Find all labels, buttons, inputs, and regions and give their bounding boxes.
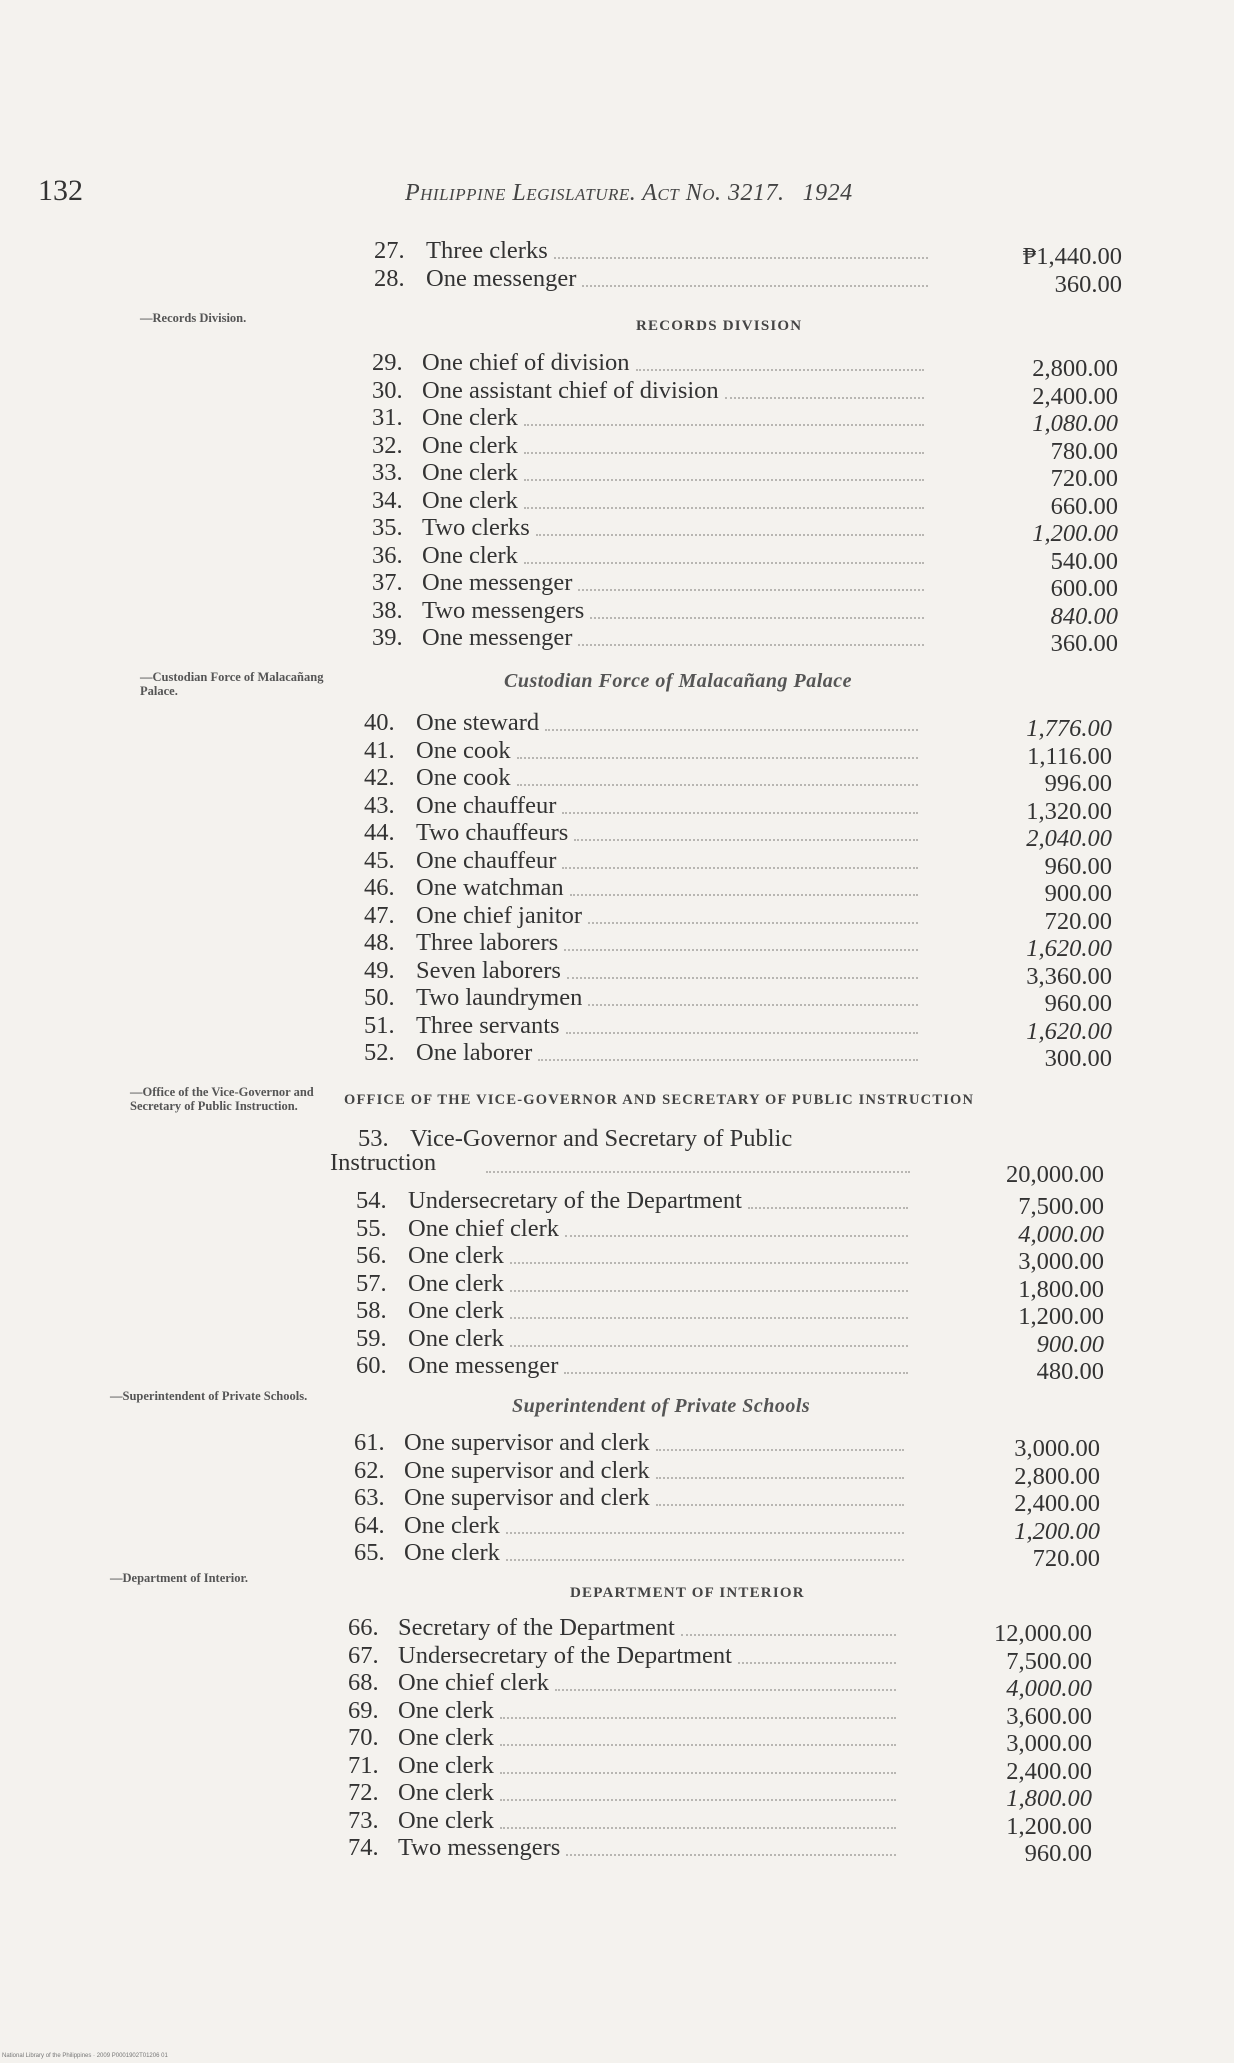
item-label: One clerk	[398, 1751, 494, 1779]
item-leader-dots	[562, 812, 918, 814]
item-number: 32.	[372, 431, 403, 459]
item-label: One supervisor and clerk	[404, 1429, 650, 1456]
item-leader-dots	[656, 1449, 904, 1451]
item-label: One clerk	[408, 1242, 504, 1269]
list-item	[0, 709, 1234, 742]
list-item	[0, 1779, 1234, 1812]
items-interior	[0, 1614, 1234, 1867]
item-label: Undersecretary of the Department	[408, 1187, 742, 1214]
item-leader-dots	[636, 369, 924, 371]
item-number: 66.	[348, 1614, 379, 1641]
running-head-year: 1924	[802, 180, 853, 206]
item-leader-dots	[738, 1662, 896, 1664]
item-amount: 480.00	[1036, 1358, 1104, 1385]
item-amount: 1,320.00	[1026, 797, 1112, 825]
item-amount: 720.00	[1044, 907, 1112, 935]
item-label: One clerk	[398, 1724, 494, 1751]
item-number: 70.	[348, 1724, 379, 1751]
item-number: 42.	[364, 764, 395, 791]
items-top	[0, 237, 1234, 298]
item-number: 41.	[364, 736, 395, 764]
list-item	[0, 459, 1234, 492]
list-item	[0, 1011, 1234, 1045]
item-label: One cook	[416, 764, 511, 791]
item-number: 63.	[354, 1484, 385, 1511]
item-leader-dots	[564, 1372, 908, 1374]
item-amount: 2,040.00	[1026, 825, 1112, 852]
item-amount: 12,000.00	[994, 1620, 1092, 1647]
item-amount: 1,776.00	[1026, 715, 1112, 742]
item-number: 47.	[364, 901, 395, 929]
item-number: 33.	[372, 459, 403, 486]
item-amount: 600.00	[1050, 575, 1118, 602]
item-amount: 2,800.00	[1032, 355, 1118, 382]
item-leader-dots	[564, 949, 918, 951]
item-label: Three servants	[416, 1011, 560, 1039]
item-leader-dots	[582, 285, 928, 287]
item-leader-dots	[486, 1171, 910, 1173]
item-amount: 4,000.00	[1018, 1220, 1104, 1248]
item-amount: 900.00	[1036, 1330, 1104, 1358]
sidenote-records: —Records Division.	[140, 311, 247, 325]
item-number: 73.	[348, 1806, 379, 1834]
item-number: 65.	[354, 1539, 385, 1566]
item-number: 35.	[372, 514, 403, 541]
list-item	[0, 486, 1234, 520]
item-number: 37.	[372, 569, 403, 596]
item-leader-dots	[656, 1477, 904, 1479]
list-item	[0, 791, 1234, 825]
list-item	[0, 1297, 1234, 1330]
list-item	[0, 1696, 1234, 1730]
list-item	[0, 929, 1234, 962]
sidenote-custodian: —Custodian Force of Malacañang Palace.	[140, 670, 324, 698]
item-leader-dots	[578, 644, 924, 646]
item-amount: 300.00	[1044, 1045, 1112, 1072]
list-item	[0, 1456, 1234, 1490]
section-heading-interior: DEPARTMENT OF INTERIOR	[570, 1585, 805, 1601]
item-amount: 3,000.00	[1018, 1248, 1104, 1275]
item-amount: 1,800.00	[1018, 1275, 1104, 1303]
item-amount: 1,116.00	[1027, 742, 1112, 770]
item-amount: 780.00	[1050, 437, 1118, 465]
item-amount: 4,000.00	[1006, 1675, 1092, 1702]
item-leader-dots	[565, 1235, 908, 1237]
item-number: 34.	[372, 486, 403, 514]
item-number: 57.	[356, 1269, 387, 1297]
item-label: One clerk	[422, 404, 518, 431]
item-amount: 7,500.00	[1006, 1647, 1092, 1675]
item-label: One clerk	[398, 1779, 494, 1806]
list-item	[0, 1039, 1234, 1072]
item-leader-dots	[517, 757, 918, 759]
item-number: 51.	[364, 1011, 395, 1039]
list-item	[0, 431, 1234, 465]
list-item	[0, 541, 1234, 575]
item-leader-dots	[562, 867, 918, 869]
item-leader-dots	[510, 1262, 908, 1264]
item-number: 39.	[372, 624, 403, 651]
item-amount: 20,000.00	[1006, 1161, 1104, 1188]
item-number: 40.	[364, 709, 395, 736]
item-leader-dots	[500, 1717, 896, 1719]
item-leader-dots	[500, 1772, 896, 1774]
item-number: 71.	[348, 1751, 379, 1779]
item-label: One clerk	[408, 1324, 504, 1352]
item-amount: 3,600.00	[1006, 1702, 1092, 1730]
list-item	[0, 1539, 1234, 1572]
item-number: 46.	[364, 874, 395, 901]
item-number: 68.	[348, 1669, 379, 1696]
item-label: Secretary of the Department	[398, 1614, 675, 1641]
item-number: 38.	[372, 596, 403, 624]
section-heading-custodian: Custodian Force of Malacañang Palace	[504, 670, 853, 692]
item-number: 30.	[372, 376, 403, 404]
list-item	[0, 1187, 1234, 1220]
item-leader-dots	[567, 977, 918, 979]
item-label: One assistant chief of division	[422, 376, 719, 404]
item-amount: 1,200.00	[1014, 1517, 1100, 1545]
item-number: 44.	[364, 819, 395, 846]
item-label: Vice-Governor and Secretary of Public	[410, 1125, 793, 1152]
item-leader-dots	[500, 1827, 896, 1829]
section-heading-superintendent: Superintendent of Private Schools	[512, 1395, 811, 1417]
item-amount: 720.00	[1050, 465, 1118, 492]
item-label: One clerk	[408, 1269, 504, 1297]
list-item	[0, 237, 1234, 270]
item-leader-dots	[725, 397, 924, 399]
item-number: 74.	[348, 1834, 379, 1861]
section-heading-vice-governor: OFFICE OF THE VICE-GOVERNOR AND SECRETARY OF PUBLIC INSTRUCTION	[344, 1092, 975, 1108]
item-label: One clerk	[422, 459, 518, 486]
item-leader-dots	[510, 1317, 908, 1319]
item-amount: 1,200.00	[1006, 1812, 1092, 1840]
item-leader-dots	[748, 1207, 908, 1209]
item-leader-dots	[574, 839, 918, 841]
item-number: 53.	[358, 1125, 389, 1152]
items-custodian	[0, 709, 1234, 1072]
item-amount: ₱1,440.00	[1022, 243, 1122, 270]
list-item	[0, 1429, 1234, 1462]
item-leader-dots	[536, 534, 924, 536]
sidenote-superintendent: —Superintendent of Private Schools.	[110, 1389, 308, 1403]
item-number: 69.	[348, 1696, 379, 1724]
item-label: One clerk	[404, 1511, 500, 1539]
sidenote-vice-governor: —Office of the Vice-Governor and Secretary of Public Instruction.	[130, 1085, 314, 1113]
list-item	[0, 1484, 1234, 1517]
item-leader-dots	[510, 1345, 908, 1347]
item-leader-dots	[500, 1744, 896, 1746]
list-item	[0, 984, 1234, 1017]
list-item	[0, 1214, 1234, 1248]
list-item	[0, 376, 1234, 410]
item-label: One chief clerk	[408, 1214, 559, 1242]
item-leader-dots	[524, 479, 924, 481]
item-label: One clerk	[422, 431, 518, 459]
item-label: One messenger	[422, 624, 573, 651]
list-item	[0, 819, 1234, 852]
item-number: 50.	[364, 984, 395, 1011]
item-label: One steward	[416, 709, 540, 736]
item-amount: 360.00	[1054, 270, 1122, 298]
item-label: Two clerks	[422, 514, 530, 541]
item-number: 55.	[356, 1214, 387, 1242]
item-label: One laborer	[416, 1039, 533, 1066]
item-leader-dots	[524, 562, 924, 564]
running-head-title: Philippine Legislature. Act No. 3217.	[405, 180, 785, 206]
item-amount: 1,200.00	[1032, 520, 1118, 547]
item-amount: 3,000.00	[1014, 1435, 1100, 1462]
list-item	[0, 624, 1234, 657]
item-label: One clerk	[398, 1806, 494, 1834]
item-number: 61.	[354, 1429, 385, 1456]
item-amount: 2,800.00	[1014, 1462, 1100, 1490]
item-number: 43.	[364, 791, 395, 819]
item-leader-dots	[566, 1032, 918, 1034]
item-number: 29.	[372, 349, 403, 376]
sidenote-interior: —Department of Interior.	[110, 1571, 249, 1585]
list-item	[0, 596, 1234, 630]
list-item	[0, 264, 1234, 298]
item-label: One chauffeur	[416, 846, 557, 874]
list-item	[0, 1806, 1234, 1840]
item-label: One messenger	[422, 569, 573, 596]
item-label-continued: Instruction	[330, 1149, 437, 1176]
page-number: 132	[38, 174, 83, 207]
item-amount: 2,400.00	[1032, 382, 1118, 410]
item-label: Three laborers	[416, 929, 559, 956]
item-amount: 840.00	[1050, 602, 1118, 630]
item-amount: 540.00	[1050, 547, 1118, 575]
item-label: One cook	[416, 736, 511, 764]
item-number: 45.	[364, 846, 395, 874]
list-item	[0, 736, 1234, 770]
list-item	[0, 1724, 1234, 1757]
list-item	[0, 1269, 1234, 1303]
item-leader-dots	[506, 1532, 904, 1534]
item-number: 67.	[348, 1641, 379, 1669]
item-number: 49.	[364, 956, 395, 984]
item-amount: 2,400.00	[1006, 1757, 1092, 1785]
item-leader-dots	[590, 617, 924, 619]
item-label: One chief janitor	[416, 901, 582, 929]
item-number: 31.	[372, 404, 403, 431]
items-vice-governor	[0, 1187, 1234, 1385]
item-amount: 1,080.00	[1032, 410, 1118, 437]
item-amount: 3,000.00	[1006, 1730, 1092, 1757]
item-label: One chief of division	[422, 349, 630, 376]
item-leader-dots	[578, 589, 924, 591]
item-amount: 960.00	[1024, 1840, 1092, 1867]
item-amount: 3,360.00	[1026, 962, 1112, 990]
item-amount: 900.00	[1044, 880, 1112, 907]
item-leader-dots	[538, 1059, 918, 1061]
item-label: One messenger	[408, 1352, 559, 1379]
item-label: One clerk	[404, 1539, 500, 1566]
item-label: Seven laborers	[416, 956, 561, 984]
item-leader-dots	[545, 729, 918, 731]
item-label: One messenger	[426, 264, 577, 292]
item-amount: 1,800.00	[1006, 1785, 1092, 1812]
item-leader-dots	[500, 1799, 896, 1801]
item-amount: 720.00	[1032, 1545, 1100, 1572]
item-leader-dots	[524, 507, 924, 509]
item-leader-dots	[656, 1504, 904, 1506]
list-item	[0, 901, 1234, 935]
list-item	[0, 1242, 1234, 1275]
item-leader-dots	[524, 424, 924, 426]
item-number: 62.	[354, 1456, 385, 1484]
list-item	[0, 514, 1234, 547]
item-amount: 7,500.00	[1018, 1193, 1104, 1220]
item-label: One supervisor and clerk	[404, 1456, 650, 1484]
item-label: Undersecretary of the Department	[398, 1641, 732, 1669]
list-item	[0, 1669, 1234, 1702]
running-head	[405, 180, 853, 207]
item-leader-dots	[517, 784, 918, 786]
item-label: One supervisor and clerk	[404, 1484, 650, 1511]
item-leader-dots	[681, 1634, 896, 1636]
item-amount: 960.00	[1044, 852, 1112, 880]
item-label: Three clerks	[426, 237, 548, 264]
item-leader-dots	[566, 1854, 896, 1856]
item-number: 72.	[348, 1779, 379, 1806]
item-label: Two laundrymen	[416, 984, 583, 1011]
list-item	[0, 1641, 1234, 1675]
item-number: 36.	[372, 541, 403, 569]
item-number: 28.	[374, 264, 405, 292]
item-leader-dots	[554, 257, 928, 259]
item-number: 54.	[356, 1187, 387, 1214]
item-amount: 1,200.00	[1018, 1303, 1104, 1330]
item-leader-dots	[506, 1559, 904, 1561]
item-label: One clerk	[422, 486, 518, 514]
item-amount: 996.00	[1044, 770, 1112, 797]
item-amount: 960.00	[1044, 990, 1112, 1017]
item-number: 58.	[356, 1297, 387, 1324]
list-item	[0, 956, 1234, 990]
item-amount: 1,620.00	[1026, 1017, 1112, 1045]
item-label: One chief clerk	[398, 1669, 549, 1696]
item-label: Two chauffeurs	[416, 819, 569, 846]
list-item	[0, 1511, 1234, 1545]
list-item	[0, 404, 1234, 437]
footer-credit: National Library of the Philippines · 2009 P0001902T01206 01	[2, 2053, 168, 2059]
item-label: One watchman	[416, 874, 564, 901]
item-number: 59.	[356, 1324, 387, 1352]
item-leader-dots	[524, 452, 924, 454]
item-amount: 2,400.00	[1014, 1490, 1100, 1517]
items-superintendent	[0, 1429, 1234, 1572]
item-leader-dots	[588, 922, 918, 924]
item-leader-dots	[555, 1689, 896, 1691]
list-item	[0, 1324, 1234, 1358]
item-leader-dots	[570, 894, 918, 896]
list-item	[0, 569, 1234, 602]
item-number: 56.	[356, 1242, 387, 1269]
items-records	[0, 349, 1234, 657]
list-item	[0, 349, 1234, 382]
item-number: 60.	[356, 1352, 387, 1379]
item-amount: 1,620.00	[1026, 935, 1112, 962]
list-item	[0, 764, 1234, 797]
item-label: Two messengers	[422, 596, 585, 624]
item-label: One clerk	[422, 541, 518, 569]
item-label: Two messengers	[398, 1834, 561, 1861]
item-label: One clerk	[398, 1696, 494, 1724]
item-amount: 660.00	[1050, 492, 1118, 520]
item-leader-dots	[588, 1004, 918, 1006]
section-heading-records: RECORDS DIVISION	[636, 318, 803, 334]
item-amount: 360.00	[1050, 630, 1118, 657]
item-number: 52.	[364, 1039, 395, 1066]
item-number: 27.	[374, 237, 405, 264]
item-label: One chauffeur	[416, 791, 557, 819]
list-item	[0, 1352, 1234, 1385]
list-item	[0, 846, 1234, 880]
list-item	[0, 874, 1234, 907]
list-item	[0, 1834, 1234, 1867]
item-number: 64.	[354, 1511, 385, 1539]
list-item	[0, 1751, 1234, 1785]
item-label: One clerk	[408, 1297, 504, 1324]
item-number: 48.	[364, 929, 395, 956]
item-leader-dots	[510, 1290, 908, 1292]
list-item	[0, 1614, 1234, 1647]
